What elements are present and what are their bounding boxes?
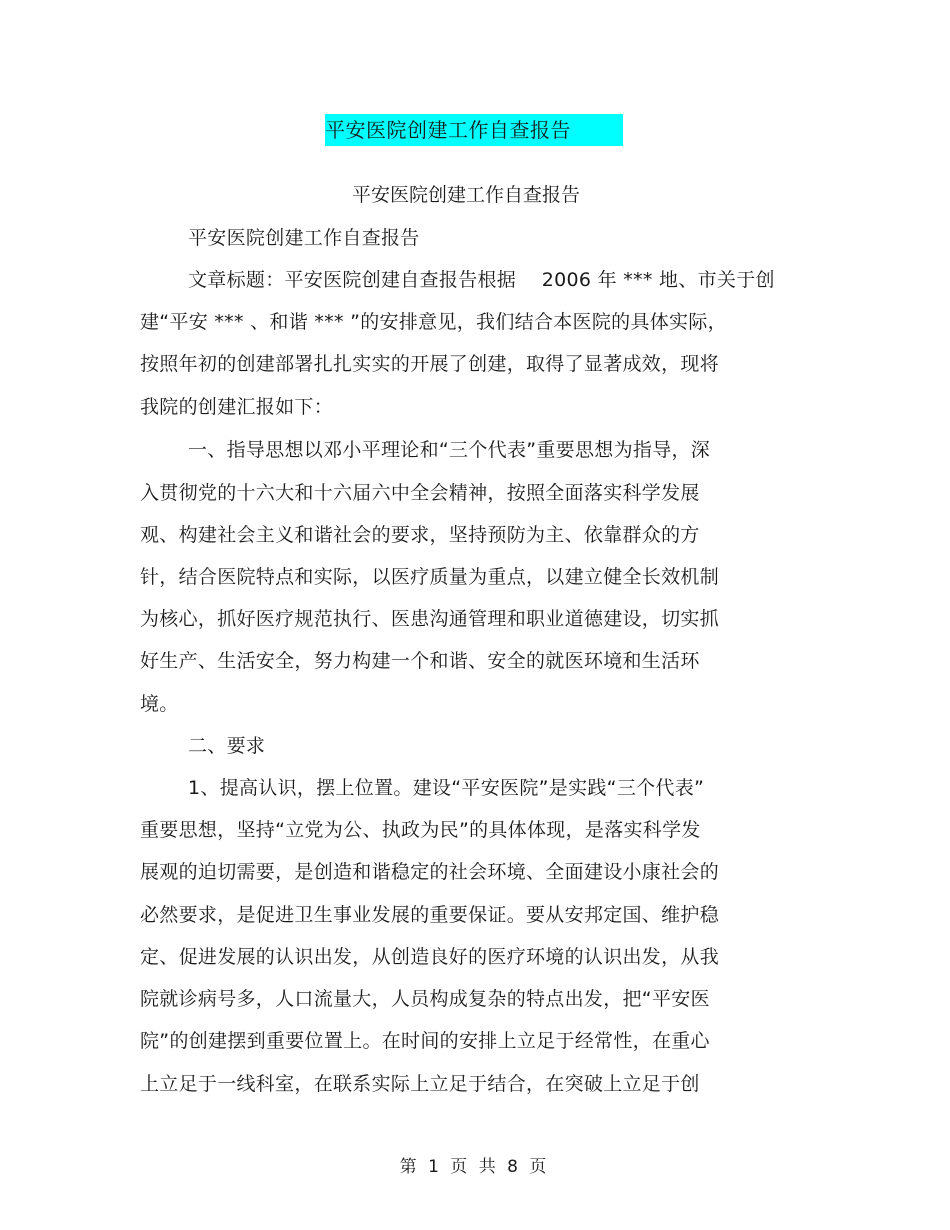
body-line: 好生产、生活安全，努力构建一个和谐、安全的就医环境和生活环: [140, 650, 700, 672]
body-line: 必然要求，是促进卫生事业发展的重要保证。要从安邦定国、维护稳: [140, 904, 720, 926]
page-footer: 第 1 页 共 8 页: [399, 1157, 547, 1177]
body-line: 重要思想，坚持“立党为公、执政为民”的具体体现，是落实科学发: [140, 819, 701, 841]
body-line: 1、提高认识，摆上位置。建设“平安医院”是实践“三个代表”: [188, 777, 705, 799]
body-line: 二、要求: [188, 735, 266, 757]
body-line: 一、指导思想以邓小平理论和“三个代表”重要思想为指导，深: [188, 439, 711, 461]
body-line: 文章标题：平安医院创建自查报告根据 2006 年 *** 地、市关于创: [188, 269, 775, 291]
body-line: 建“平安 *** 、和谐 *** ”的安排意见，我们结合本医院的具体实际，: [140, 311, 727, 333]
body-line: 我院的创建汇报如下：: [140, 396, 334, 418]
body-line: 院就诊病号多，人口流量大，人员构成复杂的特点出发，把“平安医: [140, 988, 710, 1010]
body-line: 按照年初的创建部署扎扎实实的开展了创建，取得了显著成效，现将: [140, 353, 720, 375]
body-line: 针，结合医院特点和实际，以医疗质量为重点，以建立健全长效机制: [140, 566, 720, 588]
body-line: 院”的创建摆到重要位置上。在时间的安排上立足于经常性，在重心: [140, 1030, 710, 1052]
body-line: 为核心，抓好医疗规范执行、医患沟通管理和职业道德建设，切实抓: [140, 608, 720, 630]
highlighted-title: 平安医院创建工作自查报告: [325, 118, 571, 142]
body-line: 境。: [140, 693, 179, 715]
document-subtitle: 平安医院创建工作自查报告: [351, 184, 580, 206]
body-line: 定、促进发展的认识出发，从创造良好的医疗环境的认识出发，从我: [140, 946, 720, 968]
body-line: 上立足于一线科室，在联系实际上立足于结合，在突破上立足于创: [140, 1073, 700, 1095]
body-line: 观、构建社会主义和谐社会的要求，坚持预防为主、依靠群众的方: [140, 524, 700, 546]
body-line: 平安医院创建工作自查报告: [188, 227, 420, 249]
body-line: 入贯彻党的十六大和十六届六中全会精神，按照全面落实科学发展: [140, 482, 700, 504]
body-line: 展观的迫切需要，是创造和谐稳定的社会环境、全面建设小康社会的: [140, 861, 720, 883]
